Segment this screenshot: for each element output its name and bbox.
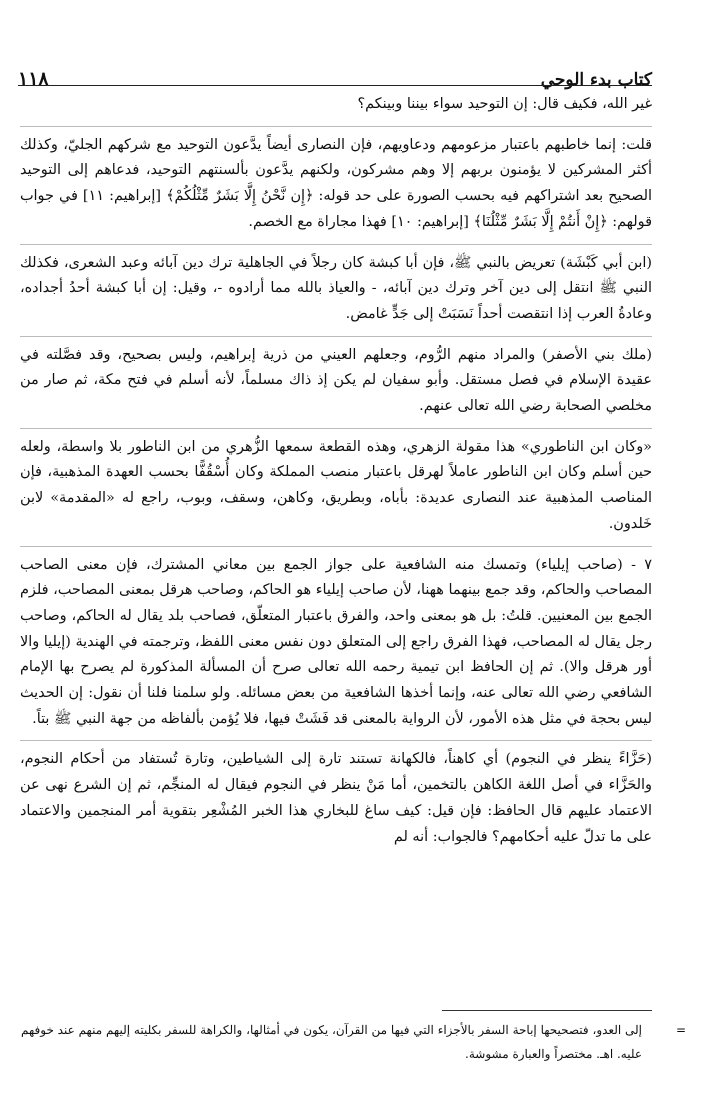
paragraph-1: غير الله، فكيف قال: إن التوحيد سواء بيننا وبينكم؟ — [357, 96, 652, 112]
page-number: ١١٨ — [18, 68, 49, 90]
paragraph-separator — [20, 336, 652, 337]
paragraph-3: (ابن أبي كَبْشَة) تعريض بالنبي ﷺ، فإن أبا كبشة كان رجلاً في الجاهلية ترك دين آبائه وعبد الشعرى، فكذلك النبي ﷺ انتقل إلى دين آخر وترك دين آبائه، - والعياذ بالله مما أرادوه -، وقيل: إن أبا كبشة أحدُ أجداده، وعادةُ العرب إذا انتقصت أحداً نَسَبَتْ إلى جَدٍّ غامض. — [20, 254, 652, 322]
paragraph-separator — [20, 126, 652, 127]
paragraph-6: ٧ - (صاحب إيلياء) وتمسك منه الشافعية على جواز الجمع بين معاني المشترك، فإن معنى الصاحب المصاحب والحاكم، وقد جمع بينهما ههنا، لأن صاحب إيلياء هو الحاكم، وصاحب هرقل بمعنى المصاحب، فلزم الجمع بين المعنيين. قلتُ: بل هو بمعنى واحد، والفرق باعتبار المتعلّق، فصاحب بلد يقال له الحاكم، وصاحب رجل يقال له المصاحب، فهذا الفرق راجع إلى المتعلق دون نفس معنى اللفظ، وترجمته في الهندية (إيليا والا أور هرقل والا). ثم إن الحافظ ابن تيمية رحمه الله تعالى صرح أن المسألة المذكورة لم يصرح بها الإمام الشافعي رضي الله تعالى عنه، وإنما أخذها الشافعية من بعض مسائله. ولو سلمنا فلنا أن نقول: إن الحديث ليس بحجة في مثل هذه الأمور، لأن الرواية بالمعنى قد فَشَتْ فيها، فلا يُؤمن بألفاظه من جهة النبي ﷺ بتاً. — [20, 556, 652, 727]
main-text — [20, 92, 652, 1012]
paragraph-separator — [20, 244, 652, 245]
header-rule — [18, 85, 652, 86]
book-title: كتاب بدء الوحي — [540, 70, 652, 90]
paragraph-4: (ملك بني الأصفر) والمراد منهم الرُّوم، وجعلهم العيني من ذرية إبراهيم، وليس بصحيح، وقد فصَّلته في عقيدة الإسلام في فصل مستقل. وأبو سفيان لم يكن إذ ذاك مسلماً، لأنه أسلم في فتح مكة، ثم صار من مخلصي الصحابة رضي الله تعالى عنهم. — [20, 346, 652, 415]
paragraph-5: «وكان ابن الناطوري» هذا مقولة الزهري، وهذه القطعة سمعها الزُّهري من ابن الناطور بلا واسطة، ولعله حين أسلم وكان ابن الناطور عاملاً لهرقل باعتبار منصب المملكة وكان أُسْقُفًّا بحسب العهدة المذهبية، فإن المناصب المذهبية عند النصارى عديدة: بأباه، وبطريق، وكاهن، وسقف، وبوب، راجع له «المقدمة» لابن خَلدون. — [20, 438, 652, 532]
paragraph-separator — [20, 546, 652, 547]
footnote — [20, 1018, 686, 1066]
paragraph-separator — [20, 740, 652, 741]
page-header — [18, 42, 652, 90]
footnote-mark: = — [675, 1023, 686, 1037]
paragraph-7: (حَزَّاءً ينظر في النجوم) أي كاهناً، فالكهانة تستند تارة إلى الشياطين، وتارة تُستفاد من أحكام النجوم، والحَزَّاء في أصل اللغة الكاهن بالتخمين، أما مَنْ ينظر في النجوم فيقال له المنجِّم، ثم إن الشرع نهى عن الاعتماد عليهم قال الحافظ: فإن قيل: كيف ساغ للبخاري هذا الخبر المُشْعِر بتقوية أمر المنجمين والاعتماد على ما تدلّ عليه أحكامهم؟ فالجواب: أنه لم — [20, 751, 652, 845]
paragraph-separator — [20, 428, 652, 429]
footnote-rule — [442, 1010, 652, 1011]
paragraph-2: قلت: إنما خاطبهم باعتبار مزعومهم ودعاويهم، فإن النصارى أيضاً يدَّعون التوحيد مع شركهم الجليّ، وكذلك أكثر المشركين لا يؤمنون بربهم إلا وهم مشركون، ولكنهم يدَّعون بألسنتهم التوحيد، فدعاهم إلى التوحيد الصحيح بعد اشتراكهم فيه بحسب الصورة على حد قوله: ﴿إِن نَّحْنُ إِلَّا بَشَرٌ مِّثْلُكُمْ﴾ [إبراهيم: ١١] في جواب قولهم: ﴿إِنْ أَنتُمْ إِلَّا بَشَرٌ مِّثْلُنَا﴾ [إبراهيم: ١٠] فهذا مجاراة مع الخصم. — [20, 136, 652, 230]
footnote-text: إلى العدو، فتصحيحها إباحة السفر بالأجزاء التي فيها من القرآن، يكون في أمثالها، والكراهة للسفر بكليته إليهم منهم عند خوفهم عليه. اهـ. مختصراً والعبارة مشوشة. — [20, 1023, 642, 1061]
